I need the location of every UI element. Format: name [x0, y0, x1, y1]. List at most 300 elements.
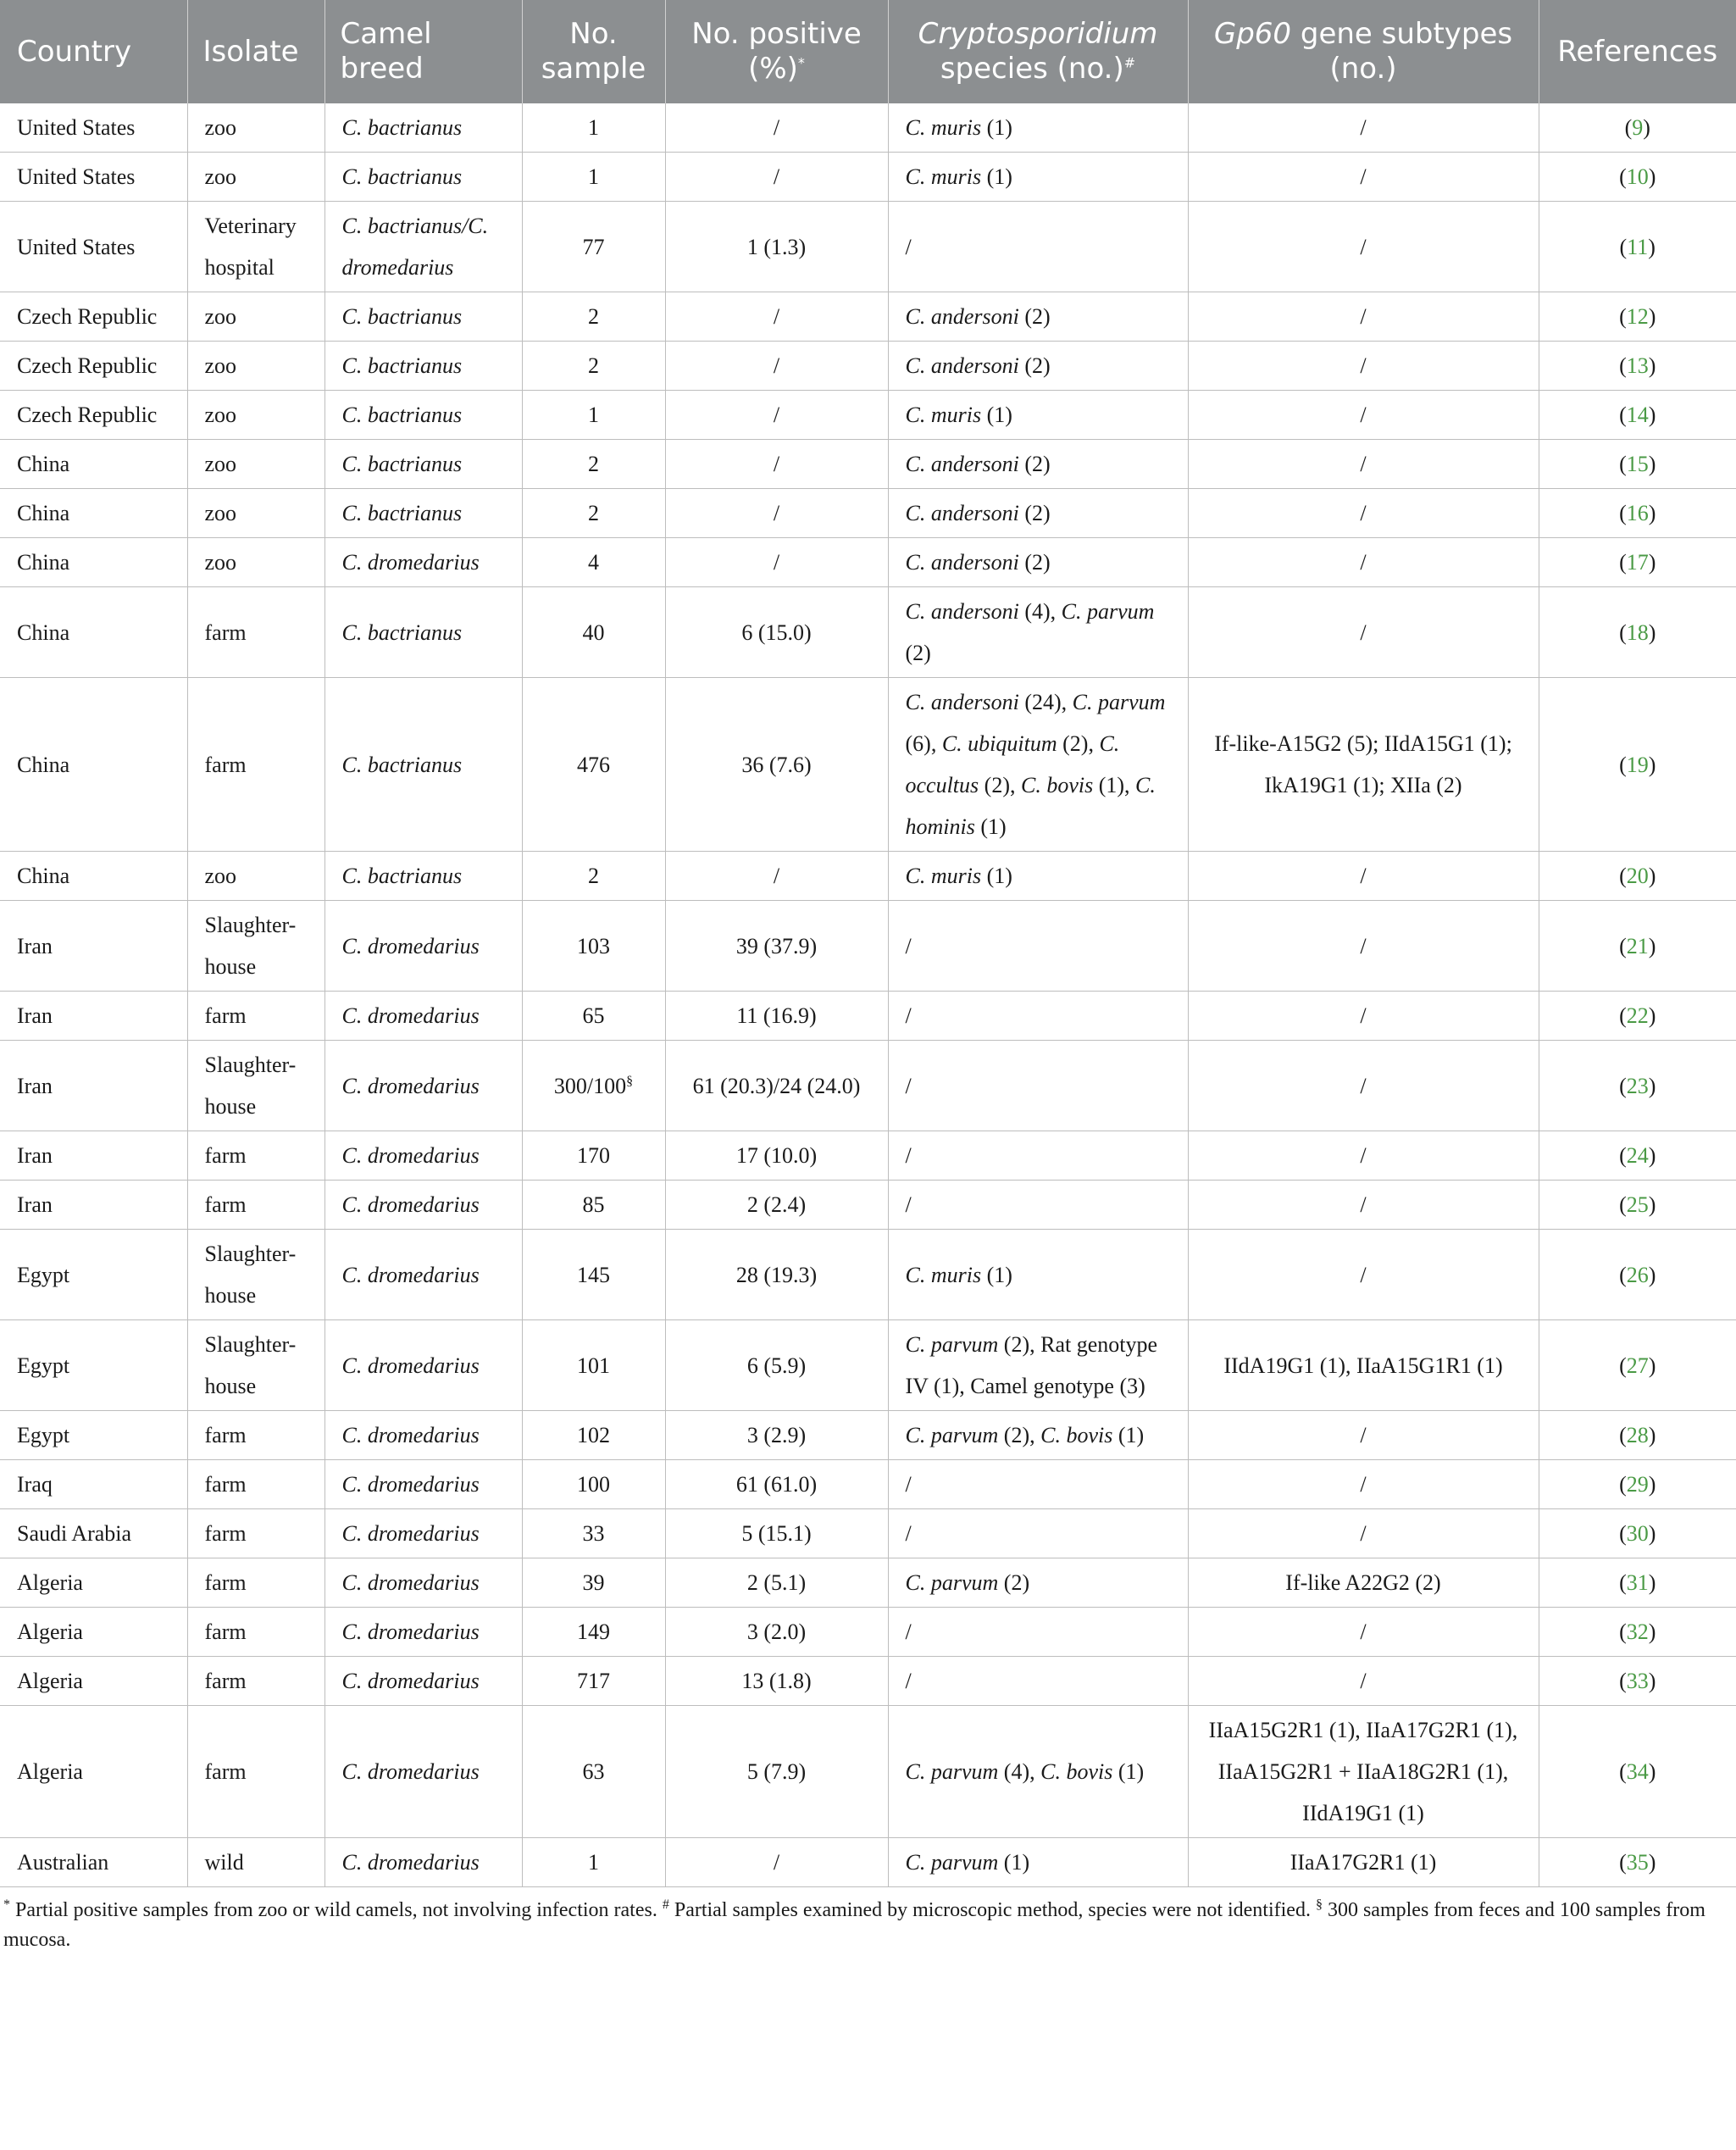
cell-reference: (30) — [1539, 1509, 1736, 1558]
cell-camel-breed — [324, 1706, 522, 1838]
camel-breed-name: C. bactrianus — [341, 403, 463, 427]
cell-no-sample — [522, 1657, 665, 1706]
cell-species — [888, 1320, 1188, 1411]
cell-reference: (17) — [1539, 538, 1736, 587]
cell-isolate: Slaughter-house — [187, 1230, 324, 1320]
cell-isolate: farm — [187, 992, 324, 1041]
cell-isolate: farm — [187, 1411, 324, 1460]
reference-link: 11 — [1627, 234, 1649, 259]
cell-country: Iran — [0, 1131, 187, 1181]
cell-camel-breed — [324, 292, 522, 342]
camel-breed-name: C. dromedarius — [341, 1570, 480, 1595]
cell-country: United States — [0, 202, 187, 292]
cell-isolate: farm — [187, 587, 324, 678]
camel-breed-name: C. bactrianus — [341, 619, 463, 645]
cell-country: Saudi Arabia — [0, 1509, 187, 1558]
camel-breed-name: C. dromedarius — [341, 1472, 480, 1497]
cell-species — [888, 1131, 1188, 1181]
table-row — [0, 1706, 1736, 1838]
cell-no-sample — [522, 489, 665, 538]
footnote-mark: # — [662, 1897, 669, 1912]
cell-species — [888, 852, 1188, 901]
cell-species — [888, 292, 1188, 342]
cell-no-positive: / — [665, 103, 888, 153]
species-count: (1) — [1112, 1423, 1145, 1447]
cell-reference: (13) — [1539, 342, 1736, 391]
camel-breed-name: C. dromedarius — [341, 550, 480, 575]
header-references: References — [1539, 0, 1736, 103]
cell-no-positive: 36 (7.6) — [665, 678, 888, 852]
camel-breed-name: C. dromedarius — [341, 1073, 480, 1098]
cell-country: Iran — [0, 901, 187, 992]
table-row — [0, 1411, 1736, 1460]
species-count: (1) — [1112, 1759, 1145, 1784]
species-name: C. parvum — [905, 1332, 999, 1357]
cell-species — [888, 538, 1188, 587]
cell-reference: (32) — [1539, 1608, 1736, 1657]
cell-isolate: farm — [187, 1558, 324, 1608]
camel-breed-name: C. dromedarius — [341, 1669, 480, 1693]
cell-camel-breed — [324, 1041, 522, 1131]
header-gp60-rest: gene subtypes (no.) — [1300, 17, 1513, 86]
species-name: C. parvum — [905, 1759, 999, 1784]
cell-species — [888, 103, 1188, 153]
cell-species — [888, 678, 1188, 852]
no-sample-value: 2 — [588, 452, 599, 476]
no-sample-value: 65 — [582, 1003, 605, 1028]
cell-no-sample — [522, 292, 665, 342]
cell-country: China — [0, 678, 187, 852]
table-row — [0, 1838, 1736, 1887]
cell-camel-breed — [324, 391, 522, 440]
reference-link: 20 — [1626, 864, 1649, 888]
cell-country: Czech Republic — [0, 292, 187, 342]
cell-reference: (22) — [1539, 992, 1736, 1041]
species-count: (4), — [998, 1759, 1041, 1784]
cell-gp60-subtypes: / — [1188, 1041, 1539, 1131]
cell-no-sample — [522, 153, 665, 202]
cell-isolate: zoo — [187, 489, 324, 538]
cell-camel-breed — [324, 678, 522, 852]
header-no-positive — [665, 0, 888, 103]
camel-breed-name: C. bactrianus — [341, 353, 463, 378]
cell-country: Egypt — [0, 1411, 187, 1460]
species-name: C. andersoni — [905, 304, 1019, 329]
cell-no-positive: 61 (20.3)/24 (24.0) — [665, 1041, 888, 1131]
cell-gp60-subtypes: / — [1188, 391, 1539, 440]
cell-camel-breed — [324, 440, 522, 489]
table-row — [0, 678, 1736, 852]
cell-camel-breed — [324, 1838, 522, 1887]
cell-isolate: Slaughter-house — [187, 1041, 324, 1131]
cell-gp60-subtypes: / — [1188, 901, 1539, 992]
cell-no-sample — [522, 1041, 665, 1131]
camel-breed-name: C. bactrianus — [341, 501, 463, 525]
species-name: C. andersoni — [905, 690, 1019, 714]
cell-country: Egypt — [0, 1230, 187, 1320]
cell-country: Iraq — [0, 1460, 187, 1509]
no-sample-value: 39 — [582, 1570, 605, 1595]
cell-no-positive: / — [665, 852, 888, 901]
cell-reference: (12) — [1539, 292, 1736, 342]
cell-no-positive: 28 (19.3) — [665, 1230, 888, 1320]
species-name: C. andersoni — [905, 353, 1019, 378]
cell-country: Iran — [0, 992, 187, 1041]
cell-gp60-subtypes: / — [1188, 103, 1539, 153]
camel-breed-name: C. dromedarius — [341, 1353, 480, 1378]
cell-gp60-subtypes: / — [1188, 292, 1539, 342]
species-count: (2) — [1018, 550, 1051, 575]
table-row — [0, 1230, 1736, 1320]
cell-species — [888, 1509, 1188, 1558]
cell-gp60-subtypes: / — [1188, 1131, 1539, 1181]
cell-gp60-subtypes: IIaA15G2R1 (1), IIaA17G2R1 (1), IIaA15G2R1 + IIaA18G2R1 (1), IIdA19G1 (1) — [1188, 1706, 1539, 1838]
species-count: (1) — [981, 115, 1012, 140]
reference-link: 18 — [1626, 619, 1649, 645]
cell-reference: (31) — [1539, 1558, 1736, 1608]
cell-gp60-subtypes: / — [1188, 202, 1539, 292]
cell-no-sample — [522, 587, 665, 678]
cell-gp60-subtypes: / — [1188, 489, 1539, 538]
cell-species — [888, 1706, 1188, 1838]
cell-species — [888, 1838, 1188, 1887]
cell-no-positive: 61 (61.0) — [665, 1460, 888, 1509]
cell-no-positive: / — [665, 342, 888, 391]
table-row — [0, 1608, 1736, 1657]
cell-country: China — [0, 587, 187, 678]
no-sample-value: 85 — [582, 1192, 605, 1217]
table-row — [0, 1131, 1736, 1181]
cell-country: China — [0, 440, 187, 489]
cell-country: Iran — [0, 1181, 187, 1230]
cell-country: Czech Republic — [0, 391, 187, 440]
species-name: C. ubiquitum — [941, 731, 1057, 756]
species-count: (1) — [981, 403, 1012, 427]
cell-no-positive: / — [665, 292, 888, 342]
cell-gp60-subtypes: / — [1188, 1411, 1539, 1460]
cell-no-sample — [522, 1131, 665, 1181]
cell-reference: (28) — [1539, 1411, 1736, 1460]
header-no-positive-label: No. positive (%) — [691, 17, 862, 86]
cell-reference: (34) — [1539, 1706, 1736, 1838]
cell-country: Iran — [0, 1041, 187, 1131]
no-sample-value: 77 — [582, 234, 605, 259]
reference-link: 19 — [1626, 752, 1649, 777]
cell-reference: (9) — [1539, 103, 1736, 153]
camel-breed-name: C. dromedarius — [341, 1521, 480, 1546]
table-row — [0, 852, 1736, 901]
cell-camel-breed — [324, 901, 522, 992]
cell-isolate: zoo — [187, 103, 324, 153]
table-row — [0, 440, 1736, 489]
cell-gp60-subtypes: / — [1188, 587, 1539, 678]
species-count: (1), — [1093, 773, 1136, 797]
cell-no-sample — [522, 103, 665, 153]
camel-breed-name: C. bactrianus — [341, 304, 463, 329]
cell-no-positive: / — [665, 153, 888, 202]
cell-no-sample — [522, 678, 665, 852]
reference-link: 31 — [1626, 1570, 1649, 1595]
cell-country: China — [0, 852, 187, 901]
table-row — [0, 992, 1736, 1041]
no-sample-value: 102 — [577, 1423, 610, 1447]
no-sample-value: 100 — [577, 1472, 610, 1497]
header-no-sample: No. sample — [522, 0, 665, 103]
table-row — [0, 153, 1736, 202]
footnote-text: Partial positive samples from zoo or wild camels, not involving infection rates. — [10, 1899, 663, 1921]
reference-link: 9 — [1632, 115, 1644, 140]
cell-no-sample — [522, 1460, 665, 1509]
cell-gp60-subtypes: / — [1188, 538, 1539, 587]
cell-no-positive: 2 (2.4) — [665, 1181, 888, 1230]
header-camel-breed: Camel breed — [324, 0, 522, 103]
species-count: (2) — [905, 641, 931, 665]
camel-breed-name: C. dromedarius — [341, 1262, 480, 1287]
cell-no-sample — [522, 901, 665, 992]
no-sample-value: 476 — [577, 752, 610, 777]
cell-camel-breed — [324, 1181, 522, 1230]
reference-link: 24 — [1626, 1143, 1649, 1168]
cell-no-positive: 11 (16.9) — [665, 992, 888, 1041]
cell-country: Egypt — [0, 1320, 187, 1411]
cell-species — [888, 391, 1188, 440]
cell-species — [888, 1181, 1188, 1230]
cell-gp60-subtypes: / — [1188, 342, 1539, 391]
no-sample-value: 1 — [588, 164, 599, 189]
cell-no-positive: 39 (37.9) — [665, 901, 888, 992]
header-species-mark: # — [1123, 54, 1136, 71]
reference-link: 13 — [1626, 353, 1649, 378]
cell-no-sample — [522, 1838, 665, 1887]
camel-breed-name: C. bactrianus — [341, 115, 463, 140]
cell-reference: (27) — [1539, 1320, 1736, 1411]
cell-no-sample — [522, 852, 665, 901]
cell-reference: (11) — [1539, 202, 1736, 292]
species-name: C. parvum — [1072, 690, 1166, 714]
species-count: (2) — [998, 1570, 1030, 1595]
table-footnote — [0, 1887, 1735, 1955]
species-count: / — [905, 1192, 912, 1217]
cell-reference: (29) — [1539, 1460, 1736, 1509]
species-count: (1) — [998, 1850, 1030, 1875]
cell-gp60-subtypes: / — [1188, 440, 1539, 489]
cell-reference: (23) — [1539, 1041, 1736, 1131]
reference-link: 14 — [1626, 403, 1649, 427]
species-count: / — [905, 1472, 912, 1497]
cell-species — [888, 202, 1188, 292]
cell-gp60-subtypes: / — [1188, 852, 1539, 901]
camel-breed-name: C. dromedarius — [341, 1759, 480, 1784]
cell-isolate: farm — [187, 1131, 324, 1181]
cell-camel-breed — [324, 992, 522, 1041]
cell-no-sample — [522, 1608, 665, 1657]
table-row — [0, 103, 1736, 153]
reference-link: 25 — [1626, 1192, 1649, 1217]
reference-link: 12 — [1626, 304, 1649, 329]
cell-no-sample — [522, 992, 665, 1041]
reference-link: 32 — [1626, 1619, 1649, 1644]
species-count: (2), Rat genotype IV (1), Camel genotype (3) — [905, 1332, 1158, 1398]
cell-reference: (18) — [1539, 587, 1736, 678]
reference-link: 17 — [1626, 550, 1649, 575]
cell-country: Algeria — [0, 1608, 187, 1657]
cell-camel-breed — [324, 1509, 522, 1558]
cell-species — [888, 1558, 1188, 1608]
table-row — [0, 1509, 1736, 1558]
species-name: C. muris — [905, 164, 982, 189]
cell-no-positive: 17 (10.0) — [665, 1131, 888, 1181]
cell-no-sample — [522, 440, 665, 489]
no-sample-value: 1 — [588, 1850, 599, 1875]
cell-no-positive: 1 (1.3) — [665, 202, 888, 292]
cell-country: Algeria — [0, 1657, 187, 1706]
cell-species — [888, 1657, 1188, 1706]
cell-no-positive: / — [665, 489, 888, 538]
no-sample-value: 63 — [582, 1759, 605, 1784]
camel-breed-name: C. dromedarius — [341, 1619, 480, 1644]
header-row — [0, 0, 1736, 103]
species-name: C. muris — [905, 403, 982, 427]
cell-isolate: Slaughter-house — [187, 1320, 324, 1411]
reference-link: 23 — [1626, 1073, 1649, 1098]
cell-camel-breed — [324, 1131, 522, 1181]
table-row — [0, 391, 1736, 440]
footnote-mark: * — [3, 1897, 10, 1912]
cell-reference: (19) — [1539, 678, 1736, 852]
no-sample-value: 33 — [582, 1521, 605, 1546]
camel-breed-name: C. dromedarius — [341, 933, 480, 958]
species-count: (2), — [979, 773, 1021, 797]
cell-camel-breed — [324, 852, 522, 901]
species-count: (2) — [1018, 353, 1051, 378]
cell-gp60-subtypes: / — [1188, 1460, 1539, 1509]
cell-country: China — [0, 489, 187, 538]
species-count: (1) — [981, 1262, 1012, 1287]
cell-reference: (10) — [1539, 153, 1736, 202]
cell-country: Czech Republic — [0, 342, 187, 391]
header-isolate: Isolate — [187, 0, 324, 103]
species-count: (2) — [1018, 304, 1051, 329]
no-sample-value: 717 — [577, 1669, 610, 1693]
cell-no-sample — [522, 1558, 665, 1608]
table-row — [0, 342, 1736, 391]
cell-isolate: zoo — [187, 440, 324, 489]
no-sample-value: 170 — [577, 1143, 610, 1168]
cell-camel-breed — [324, 1460, 522, 1509]
cell-no-positive: 13 (1.8) — [665, 1657, 888, 1706]
table-row — [0, 489, 1736, 538]
cell-gp60-subtypes: / — [1188, 1657, 1539, 1706]
cell-reference: (15) — [1539, 440, 1736, 489]
no-sample-value: 101 — [577, 1353, 610, 1378]
no-sample-value: 2 — [588, 353, 599, 378]
species-name: C. muris — [905, 115, 982, 140]
cell-isolate: farm — [187, 1460, 324, 1509]
species-name: C. bovis — [1020, 773, 1094, 797]
cell-species — [888, 342, 1188, 391]
reference-link: 35 — [1626, 1850, 1649, 1875]
cell-camel-breed — [324, 153, 522, 202]
cell-camel-breed — [324, 1608, 522, 1657]
cell-camel-breed — [324, 202, 522, 292]
table-row — [0, 1320, 1736, 1411]
table-row — [0, 1041, 1736, 1131]
reference-link: 28 — [1626, 1423, 1649, 1447]
cell-gp60-subtypes: If-like-A15G2 (5); IIdA15G1 (1); IkA19G1 (1); XIIa (2) — [1188, 678, 1539, 852]
camel-breed-name: C. bactrianus — [341, 452, 463, 476]
header-species-italic: Cryptosporidium — [918, 17, 1158, 51]
camel-breed-name: C. dromedarius — [341, 1850, 480, 1875]
cell-camel-breed — [324, 489, 522, 538]
header-species — [888, 0, 1188, 103]
cell-reference: (33) — [1539, 1657, 1736, 1706]
cell-reference: (24) — [1539, 1131, 1736, 1181]
cell-no-positive: / — [665, 538, 888, 587]
cell-camel-breed — [324, 1230, 522, 1320]
cell-gp60-subtypes: / — [1188, 1181, 1539, 1230]
no-sample-value: 2 — [588, 864, 599, 888]
no-sample-value: 149 — [577, 1619, 610, 1644]
cell-isolate: zoo — [187, 538, 324, 587]
footnote-text: Partial samples examined by microscopic method, species were not identified. — [668, 1899, 1316, 1921]
table-row — [0, 587, 1736, 678]
cell-no-positive: / — [665, 1838, 888, 1887]
cell-no-sample — [522, 202, 665, 292]
species-name: C. andersoni — [905, 550, 1019, 575]
species-name: C. parvum — [1061, 599, 1155, 624]
table-row — [0, 202, 1736, 292]
cell-no-sample — [522, 391, 665, 440]
cell-no-positive: 3 (2.0) — [665, 1608, 888, 1657]
cell-camel-breed — [324, 538, 522, 587]
cell-gp60-subtypes: IIaA17G2R1 (1) — [1188, 1838, 1539, 1887]
table-row — [0, 1558, 1736, 1608]
cell-country: Algeria — [0, 1558, 187, 1608]
no-sample-value: 300/100 — [553, 1073, 627, 1098]
table-row — [0, 538, 1736, 587]
no-sample-value: 2 — [588, 304, 599, 329]
species-count: / — [905, 1003, 912, 1028]
cell-camel-breed — [324, 103, 522, 153]
species-name: C. parvum — [905, 1570, 999, 1595]
species-count: (4), — [1018, 599, 1062, 624]
species-count: (1) — [974, 814, 1007, 839]
species-name: C. andersoni — [905, 501, 1019, 525]
table-header — [0, 0, 1736, 103]
camel-breed-name: C. dromedarius — [341, 1143, 480, 1168]
species-name: C. andersoni — [905, 599, 1019, 624]
header-country: Country — [0, 0, 187, 103]
species-count: / — [905, 1669, 912, 1693]
table-row — [0, 1181, 1736, 1230]
cell-no-positive: 6 (5.9) — [665, 1320, 888, 1411]
cell-country: China — [0, 538, 187, 587]
table-row — [0, 1657, 1736, 1706]
reference-link: 30 — [1626, 1521, 1649, 1546]
cell-species — [888, 901, 1188, 992]
cell-no-sample — [522, 1509, 665, 1558]
cell-camel-breed — [324, 587, 522, 678]
camel-breed-name: C. bactrianus/C. dromedarius — [341, 214, 489, 280]
species-name: C. bovis — [1040, 1423, 1113, 1447]
cell-isolate: farm — [187, 1509, 324, 1558]
cell-species — [888, 440, 1188, 489]
cell-no-sample — [522, 342, 665, 391]
species-name: C. parvum — [905, 1850, 999, 1875]
header-species-rest: species (no.) — [940, 52, 1124, 86]
species-name: C. bovis — [1040, 1759, 1113, 1784]
cell-isolate: zoo — [187, 153, 324, 202]
